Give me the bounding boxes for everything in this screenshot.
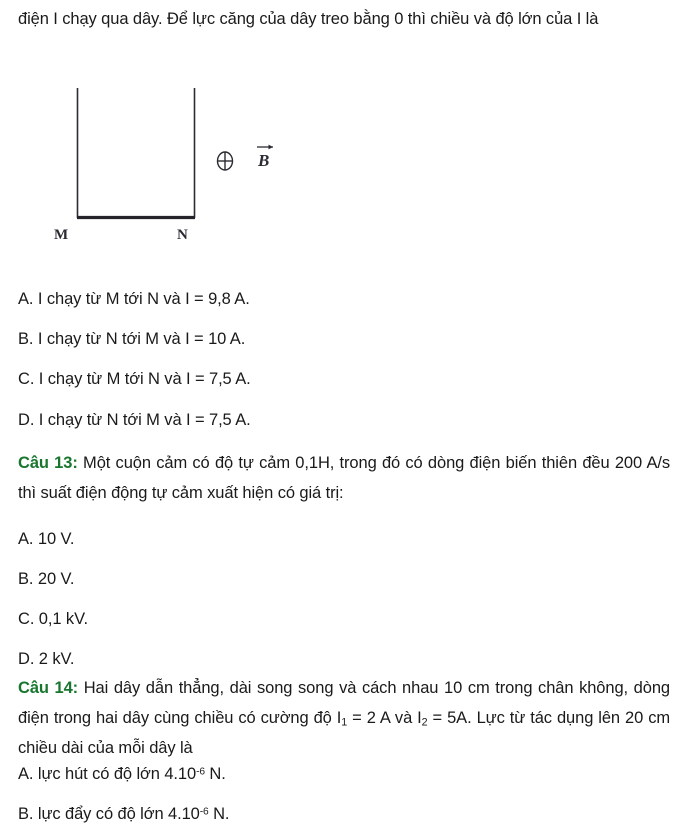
option-text: 2 kV.	[38, 650, 75, 668]
option-key: A.	[18, 530, 34, 548]
option-key: A.	[18, 765, 34, 783]
option-unit: N.	[208, 805, 230, 823]
question-14-stem-part2: = 2 A và I	[347, 709, 422, 727]
option-text: I chạy từ N tới M và I = 10 A.	[37, 330, 246, 348]
option-text: I chạy từ M tới N và I = 9,8 A.	[37, 290, 250, 308]
option-key: D.	[18, 650, 35, 668]
option-row[interactable]	[18, 568, 670, 590]
question-13-paragraph	[18, 448, 670, 508]
option-text: 10 V.	[37, 530, 75, 548]
option-key: C.	[18, 610, 35, 628]
current-1-subscript: 1	[341, 716, 348, 729]
field-into-page-circle	[218, 152, 233, 170]
current-2-subscript: 2	[421, 716, 428, 729]
option-key: D.	[18, 411, 35, 429]
option-key: B.	[18, 330, 34, 348]
question-14-stem-part1: Hai dây dẫn thẳng, dài song song và cách nhau 10 cm trong chân không, dòng điện trong hai dây cùng chiều có cường độ I	[18, 679, 670, 727]
question-13-stem: Một cuộn cảm có độ tự cảm 0,1H, trong đó có dòng điện biến thiên đều 200 A/s thì suất điện động tự cảm xuất hiện có giá trị:	[18, 454, 671, 502]
option-key: C.	[18, 370, 35, 388]
figure-label-n: N	[177, 227, 188, 243]
option-row[interactable]	[18, 528, 670, 550]
option-row[interactable]	[18, 328, 670, 350]
question-14-stem-part3: = 5A. Lực từ tác dụng lên 20 cm chiều dài của mỗi dây là	[18, 709, 670, 757]
intro-paragraph: điện I chạy qua dây. Để lực căng của dây treo bằng 0 thì chiều và độ lớn của I là	[18, 10, 599, 28]
option-text: 0,1 kV.	[38, 610, 88, 628]
figure-label-m: M	[54, 227, 69, 243]
option-text: lực đẩy có độ lớn 4.10	[37, 805, 200, 823]
option-row[interactable]	[18, 803, 670, 825]
question-14-label: Câu 14:	[18, 679, 79, 697]
option-text: I chạy từ M tới N và I = 7,5 A.	[38, 370, 251, 388]
option-key: B.	[18, 570, 34, 588]
question-14-paragraph	[18, 673, 670, 763]
option-row[interactable]	[18, 409, 670, 431]
option-row[interactable]	[18, 763, 670, 785]
option-text: I chạy từ N tới M và I = 7,5 A.	[38, 411, 251, 429]
option-row[interactable]	[18, 608, 670, 630]
option-key: A.	[18, 290, 34, 308]
option-row[interactable]	[18, 288, 670, 310]
option-key: B.	[18, 805, 34, 823]
magnetic-field-vector-label: B	[258, 151, 270, 170]
option-text: lực hút có độ lớn 4.10	[37, 765, 197, 783]
option-unit: N.	[204, 765, 226, 783]
exponent: -6	[199, 806, 209, 818]
exponent: -6	[196, 766, 205, 778]
question-13-label: Câu 13:	[18, 454, 78, 472]
option-row[interactable]	[18, 368, 670, 390]
option-text: 20 V.	[37, 570, 75, 588]
option-row[interactable]	[18, 648, 670, 670]
vector-arrow-head	[269, 145, 274, 150]
